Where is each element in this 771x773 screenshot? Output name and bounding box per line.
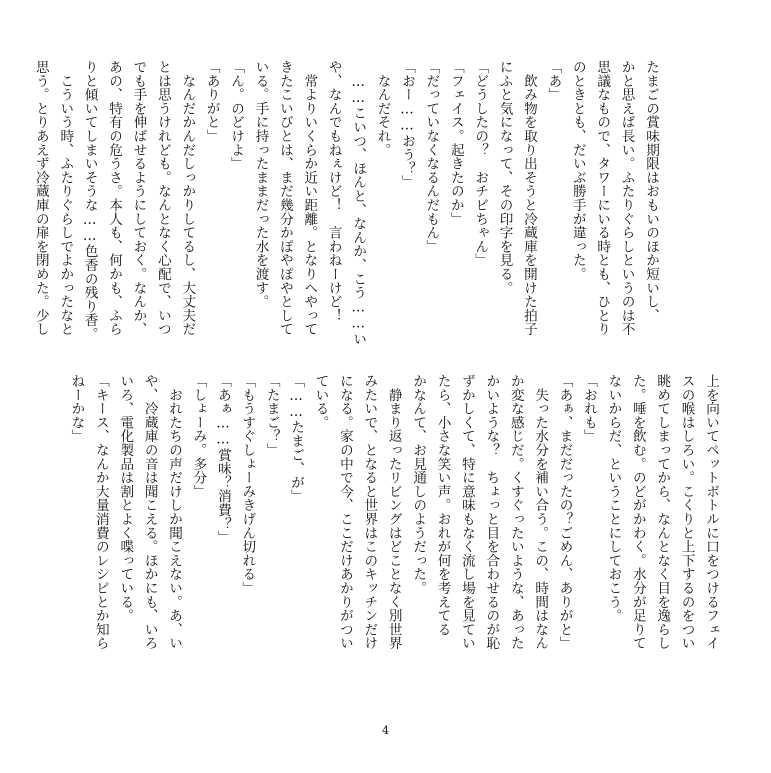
text-line: いる。手に持ったままだった水を渡す。 (252, 60, 269, 309)
text-line: スの喉はしろい。こくりと上下するのをつい (678, 374, 695, 650)
text-line: や、冷蔵庫の音は聞こえる。ほかにも、いろ (141, 374, 158, 650)
text-line: かなんて、お見通しのようだった。 (410, 374, 427, 595)
text-line: なんだかんだしっかりしてるし、大丈夫だ (179, 60, 196, 336)
text-line: たら、小さな笑い声。おれが何を考えてる (434, 374, 451, 637)
text-line: きたこいびとは、まだ幾分かぽやぽやとして (276, 60, 293, 336)
text-line: みたいで、となると世界はこのキッチンだけ (361, 374, 378, 650)
text-line: 「おれも」 (580, 374, 597, 443)
text-line: か変な感じだ。くすぐったいような、あった (507, 374, 524, 650)
text-line: 「だっていなくなるんだもん」 (423, 60, 440, 254)
text-line: 「おー……おう？」 (398, 60, 415, 189)
text-line: 静まり返ったリビングはどことなく別世界 (385, 374, 402, 650)
text-line: おれたちの声だけしか聞こえない。あ、い (166, 374, 183, 650)
text-line: 「ありがと」 (203, 60, 220, 143)
text-line: かと思えば長い。ふたりぐらしというのは不 (618, 60, 635, 336)
text-line: 「……たまご、が」 (288, 374, 305, 503)
text-line: でも手を伸ばせるようにしておく。なんか、 (130, 60, 147, 336)
text-line: 思議なもので、タワーにいる時とも、ひとり (594, 60, 611, 336)
text-line: あの、特有の危うさ。本人も、何かも、ふら (106, 60, 123, 336)
text-line: にふと気になって、その印字を見る。 (496, 60, 513, 295)
text-line: 失った水分を補い合う。この、時間はなん (532, 374, 549, 650)
text-line: 「あ」 (545, 60, 562, 102)
text-line: た。唾を飲む。のどがかわく。水分が足りて (629, 374, 646, 650)
text-line: たまごの賞味期限はおもいのほか短いし、 (643, 60, 659, 323)
text-line: ねーかな」 (68, 374, 85, 443)
text-line: 「あぁ……賞味？消費？」 (214, 374, 231, 545)
text-block-bottom (64, 374, 723, 686)
text-line: 「キース、なんか大量消費のレシピとか知ら (92, 374, 109, 650)
text-line: 上を向いてペットボトルに口をつけるフェイ (703, 374, 719, 650)
text-line: かいような？ ちょっと目を合わせるのが恥 (483, 374, 500, 650)
text-line: 「もうすぐしょーみきげん切れる」 (239, 374, 256, 595)
text-line: ずかしくて、特に意味もなく流し場を見てい (458, 374, 475, 650)
text-line: 「たまご？」 (263, 374, 280, 457)
text-line: 「ん。のどけよ」 (228, 60, 245, 171)
text-line: 眺めてしまってから、なんとなく目を逸らし (654, 374, 671, 650)
text-line: 「フェイス。起きたのか」 (447, 60, 464, 226)
text-block-top (28, 60, 663, 360)
text-line: 飲み物を取り出そうと冷蔵庫を開けた拍子 (520, 60, 537, 336)
text-line: こういう時、ふたりぐらしでよかったなと (57, 60, 74, 336)
text-line: 「どうしたの？ おチビちゃん」 (472, 60, 489, 267)
text-line: 「しょーみ。多分」 (190, 374, 207, 499)
text-line: ている。 (312, 374, 329, 430)
text-line: ……こいつ、ほんと、なんか、こう……い (350, 60, 367, 346)
text-line: ないからだ、ということにしておこう。 (605, 374, 622, 623)
text-line: 思う。とりあえず冷蔵庫の扉を閉めた。少し (32, 60, 49, 336)
text-line: や、なんでもねぇけど！ 言わねーけど！ (325, 60, 342, 323)
text-line: 常よりいくらか近い距離。となりへやって (301, 60, 318, 336)
text-line: いろ、電化製品は割とよく喋っている。 (117, 374, 134, 623)
text-line: とは思うけれども。なんとなく心配で、いつ (154, 60, 171, 336)
text-line: になる。家の中で今、ここだけあかりがつい (336, 374, 353, 650)
page-number: 4 (382, 724, 389, 737)
text-line: 「あぁ、まだだったの？ごめん、ありがと」 (556, 374, 573, 650)
text-line: なんだそれ。 (374, 60, 391, 157)
text-line: のときとも、だいぶ勝手が違った。 (569, 60, 586, 281)
text-line: りと傾いてしまいそうな……色香の残り香。 (81, 60, 98, 341)
